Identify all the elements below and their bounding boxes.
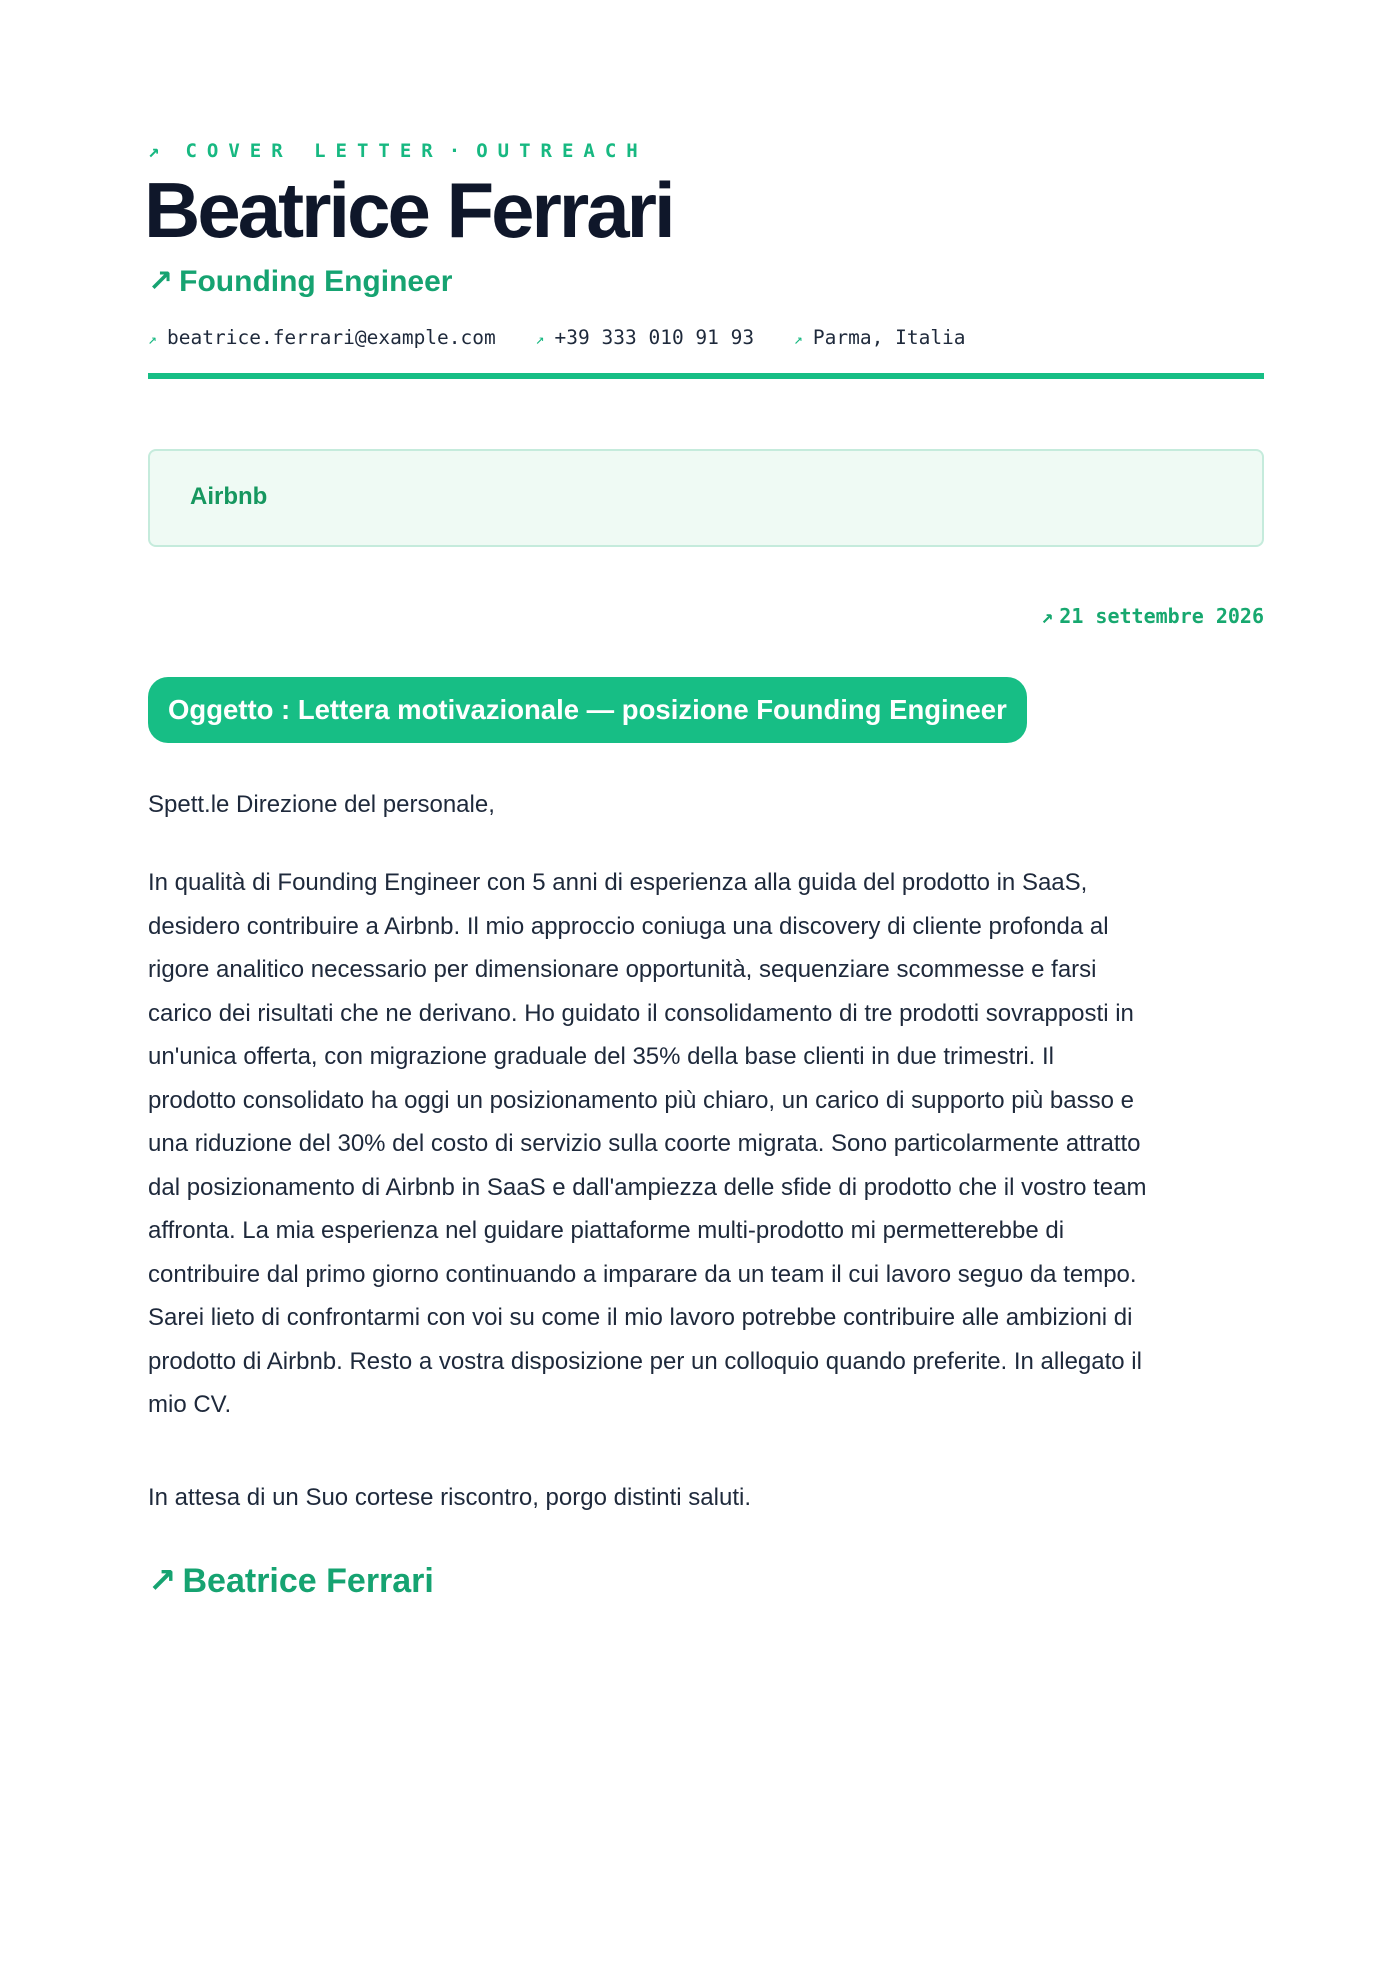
location-text: Parma, Italia (812, 326, 966, 349)
recipient-company: Airbnb (190, 483, 268, 510)
body-line: Sarei lieto di confrontarmi con voi su come il mio lavoro potrebbe contribuire alle ambizioni di (148, 1304, 1133, 1331)
letter-body (148, 861, 1278, 1427)
arrow-icon: ↗ (148, 330, 158, 348)
body-line: contribuire dal primo giorno continuando a imparare da un team il cui lavoro seguo da tempo. (148, 1260, 1137, 1288)
subject-banner: Oggetto : Lettera motivazionale — posizione Founding Engineer (148, 677, 1027, 743)
body-line: dal posizionamento di Airbnb in SaaS e dall'ampiezza delle sfide di prodotto che il vostro team (148, 1173, 1147, 1201)
arrow-icon: ↗ (793, 330, 803, 348)
eyebrow-label: COVER LETTER (185, 140, 443, 162)
body-line: affronta. La mia esperienza nel guidare piattaforme multi-prodotto mi permetterebbe di (148, 1217, 1065, 1244)
arrow-icon: ↗ (148, 140, 160, 162)
body-line: mio CV. (148, 1391, 232, 1418)
arrow-icon: ↗ (148, 1562, 177, 1600)
arrow-icon: ↗ (148, 265, 174, 298)
contact-location (794, 326, 966, 349)
document-eyebrow (148, 140, 648, 162)
signature (148, 1561, 434, 1601)
contact-phone[interactable] (536, 326, 755, 349)
body-line: prodotto di Airbnb. Resto a vostra disposizione per un colloquio quando preferite. In allegato il (148, 1347, 1142, 1375)
date-text: 21 settembre 2026 (1059, 604, 1264, 628)
body-line: desidero contribuire a Airbnb. Il mio approccio coniuga una discovery di cliente profonda al (148, 912, 1109, 940)
phone-text: +39 333 010 91 93 (554, 326, 755, 349)
contact-line (148, 326, 994, 349)
body-line: rigore analitico necessario per dimensionare opportunità, sequenziare scommesse e farsi (148, 956, 1097, 983)
contact-email[interactable] (148, 326, 496, 349)
salutation: Spett.le Direzione del personale, (148, 791, 495, 818)
role-label: Founding Engineer (179, 265, 453, 298)
arrow-icon: ↗ (535, 330, 545, 348)
applicant-role (148, 264, 452, 299)
body-line: In qualità di Founding Engineer con 5 anni di esperienza alla guida del prodotto in SaaS, (148, 869, 1088, 896)
applicant-name: Beatrice Ferrari (144, 166, 673, 254)
body-line: prodotto consolidato ha oggi un posizionamento più chiaro, un carico di supporto più basso e (148, 1086, 1134, 1114)
email-text: beatrice.ferrari@example.com (167, 326, 496, 349)
body-line: una riduzione del 30% del costo di servizio sulla coorte migrata. Sono particolarmente attratto (148, 1130, 1141, 1157)
signature-name: Beatrice Ferrari (182, 1562, 434, 1600)
arrow-icon: ↗ (1041, 604, 1054, 628)
header-divider (148, 373, 1264, 379)
body-line: un'unica offerta, con migrazione graduale del 35% della base clienti in due trimestri. Il (148, 1043, 1054, 1070)
recipient-box (148, 449, 1264, 547)
body-line: carico dei risultati che ne derivano. Ho guidato il consolidamento di tre prodotti sovrapposti in (148, 999, 1134, 1027)
eyebrow-separator: · (448, 140, 471, 162)
letter-date (1041, 604, 1264, 628)
closing-line: In attesa di un Suo cortese riscontro, porgo distinti saluti. (148, 1484, 751, 1511)
eyebrow-category: OUTREACH (476, 140, 648, 162)
